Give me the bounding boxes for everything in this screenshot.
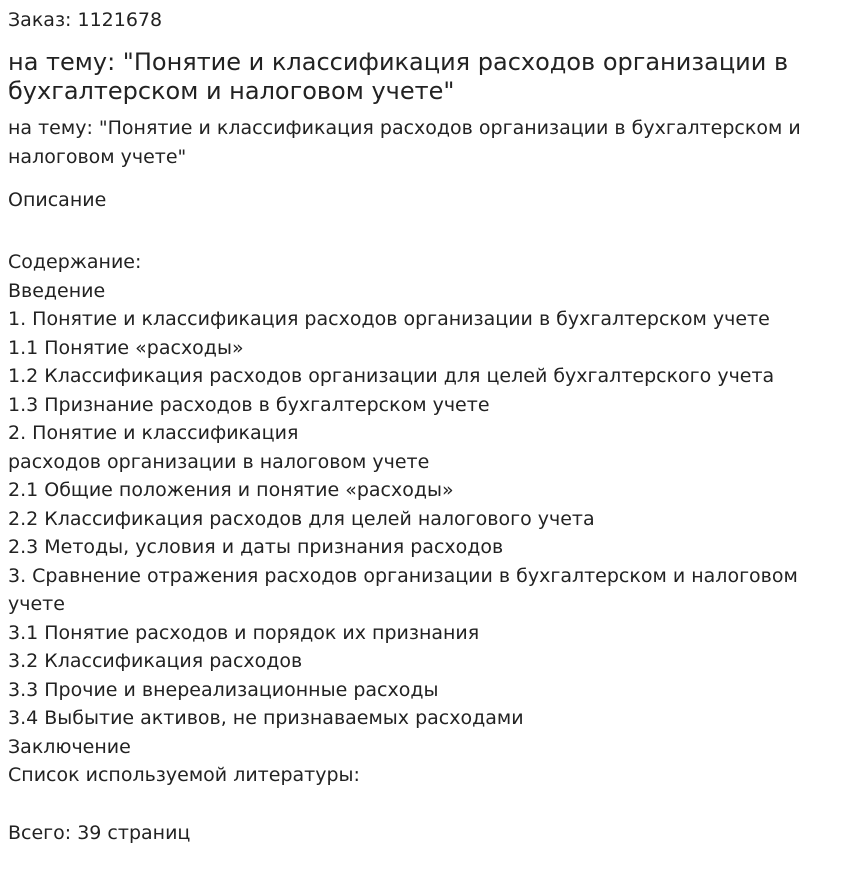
- contents-item-3-1: 3.1 Понятие расходов и порядок их признания: [8, 621, 480, 644]
- contents-item-1: 1. Понятие и классификация расходов организации в бухгалтерском учете: [8, 308, 770, 330]
- total-pages: Всего: 39 страниц: [8, 821, 191, 844]
- page-subtitle: на тему: "Понятие и классификация расходов организации в бухгалтерском и налоговом учете": [8, 117, 801, 168]
- table-of-contents: [8, 248, 828, 790]
- contents-item-2: 2. Понятие и классификация: [8, 422, 299, 444]
- contents-item-references: Список используемой литературы:: [8, 764, 360, 786]
- contents-item-introduction: Введение: [8, 279, 106, 302]
- contents-item-2-2: 2.2 Классификация расходов для целей налогового учета: [8, 507, 595, 530]
- page-title: на тему: "Понятие и классификация расходов организации в бухгалтерском и налоговом учете": [8, 48, 789, 105]
- contents-item-2-1: 2.1 Общие положения и понятие «расходы»: [8, 479, 454, 501]
- contents-item-3-4: 3.4 Выбытие активов, не признаваемых расходами: [8, 707, 524, 729]
- contents-item-1-1: 1.1 Понятие «расходы»: [8, 336, 244, 359]
- contents-item-1-3: 1.3 Признание расходов в бухгалтерском учете: [8, 393, 490, 416]
- description-heading: Описание: [8, 189, 107, 211]
- contents-item-1-2: 1.2 Классификация расходов организации для целей бухгалтерского учета: [8, 365, 775, 387]
- order-number: Заказ: 1121678: [8, 9, 163, 31]
- contents-item-2-3: 2.3 Методы, условия и даты признания расходов: [8, 536, 504, 558]
- contents-item-2-continued: расходов организации в налоговом учете: [8, 450, 430, 473]
- contents-heading: Содержание:: [8, 251, 142, 273]
- contents-item-conclusion: Заключение: [8, 735, 131, 758]
- contents-item-3-3: 3.3 Прочие и внереализационные расходы: [8, 678, 439, 701]
- contents-item-3: 3. Сравнение отражения расходов организации в бухгалтерском и налоговом учете: [8, 564, 798, 615]
- contents-item-3-2: 3.2 Классификация расходов: [8, 650, 303, 672]
